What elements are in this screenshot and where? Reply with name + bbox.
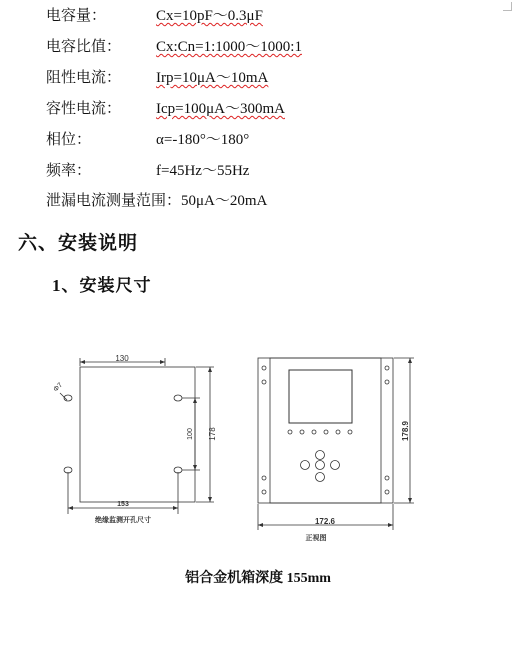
section-heading: 六、安装说明	[18, 233, 139, 254]
dim-hole-diameter: Φ7	[52, 381, 65, 394]
front-panel-outline	[258, 358, 393, 503]
dim-front-width: 172.6	[314, 517, 336, 526]
spec-label: 泄漏电流测量范围：	[46, 193, 182, 209]
spec-value: α=-180°～180°	[156, 132, 250, 148]
mounting-dimension-drawing	[0, 340, 516, 550]
page-corner-mark	[503, 2, 512, 11]
spec-value: Cx=10pF～0.3μF	[156, 8, 263, 24]
sub-heading: 1、安装尺寸	[52, 276, 152, 295]
dim-hole-spacing: 100	[187, 428, 194, 440]
spec-label: 阻性电流：	[46, 70, 122, 86]
spec-value: Icp=100μA～300mA	[156, 101, 285, 117]
spec-label: 电容比值：	[46, 39, 122, 55]
spec-label: 容性电流：	[46, 101, 122, 117]
spec-value: Cx:Cn=1:1000～1000:1	[156, 39, 302, 55]
spec-label: 频率：	[46, 163, 92, 179]
dim-front-height: 178.9	[401, 420, 410, 442]
dim-top-width: 130	[115, 354, 129, 363]
dim-bottom-width: 153	[117, 501, 129, 508]
key-up	[316, 451, 325, 460]
spec-value: 50μA～20mA	[181, 193, 268, 209]
key-left	[301, 461, 310, 470]
spec-label: 相位：	[46, 132, 92, 148]
key-right	[331, 461, 340, 470]
front-view-caption: 正视图	[305, 535, 327, 542]
key-down	[316, 473, 325, 482]
key-center	[316, 461, 325, 470]
dim-cutout-height: 178	[208, 427, 217, 441]
spec-label: 电容量：	[46, 8, 107, 24]
spec-leakage-range	[46, 190, 267, 212]
left-drawing-caption: 绝缘监测开孔尺寸	[95, 517, 151, 524]
display-window	[289, 370, 352, 423]
spec-value: Irp=10μA～10mA	[156, 70, 269, 86]
enclosure-depth-caption: 铝合金机箱深度 155mm	[185, 571, 331, 586]
spec-value: f=45Hz～55Hz	[156, 163, 250, 179]
mount-hole	[174, 395, 182, 401]
